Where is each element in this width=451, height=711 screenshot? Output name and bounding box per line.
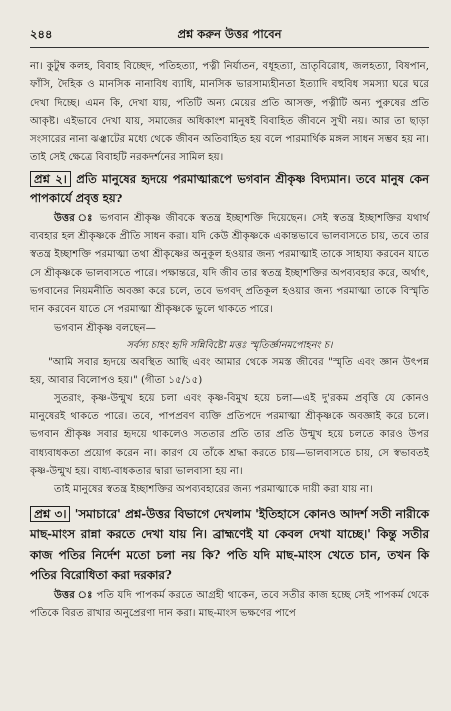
question-3: [30, 504, 429, 586]
question-3-text: 'সমাচারে' প্রশ্ন-উত্তর বিভাগে দেখলাম 'ইতিহাসে কোনও আদর্শ সতী নারীকে মাছ-মাংস রান্না করতে দেখা যায় নি। ব্রাহ্মণেই যা কেবল দেখা যাচ্ছে।' কিন্তু সতীর কাজ পতির নির্দেশ মতো চলা নয় কি? পতি যদি মাছ-মাংস খেতে চান, তখন কি পতির বিরোধিতা করা দরকার?: [30, 506, 429, 583]
paragraph-conclusion: তাই মানুষের স্বতন্ত্র ইচ্ছাশক্তির অপব্যবহারের জন্য পরমাত্মাকে দায়ী করা যায় না।: [54, 484, 373, 496]
question-2-label: প্রশ্ন ২।: [30, 171, 71, 187]
answer-2-label: উত্তর ঃ: [54, 211, 95, 224]
paragraph-intro: না। কুটুম্ব কলহ, বিবাহ বিচ্ছেদ, পতিহত্যা, পত্নী নির্যাতন, বধূহত্যা, ভ্রাতৃবিরোধ, জলহত্যা, বিষপান, ফাঁসি, দৈহিক ও মানসিক নানাবিধ ব্যাধি, মানসিক ভারসাম্যহীনতা ইত্যাদি বহুবিধ সমস্যা ঘরে ঘরে দেখা দিচ্ছে। এমন কি, দেখা যায়, পতিটি অন্য মেয়ের প্রতি আসক্ত, পত্নীটি অন্য পুরুষের প্রতি আকৃষ্ট। এইভাবে দেখা যায়, সমাজের অধিকাংশ মানুষই বিবাহিত জীবনে সুখী নয়। আর তা ছাড়া সংসারের নানা ঝঞ্ঝাটের মধ্যে থেকে জীবন অতিবাহিত হয় বলে পারমার্থিক মঙ্গল সাধন সম্ভব হয় না। তাই সেই ক্ষেত্রে বিবাহটি নরকদর্শনের সামিল হয়।: [30, 61, 429, 164]
speaker-line: ভগবান শ্রীকৃষ্ণ বলছেন—: [54, 322, 156, 334]
answer-3-text: পতি যদি পাপকর্ম করতে আগ্রহী থাকেন, তবে সতীর কাজ হচ্ছে সেই পাপকর্ম থেকে পতিকে বিরত রাখার অনুপ্রেরণা দান করা। মাছ-মাংস ভক্ষণের পাপে: [30, 589, 429, 619]
page-body: [30, 58, 429, 623]
question-2-text: প্রতি মানুষের হৃদয়ে পরমাত্মারূপে ভগবান শ্রীকৃষ্ণ বিদ্যমান। তবে মানুষ কেন পাপকার্যে প্রবৃত্ত হয়?: [30, 171, 429, 206]
page-number: ২৪৪: [30, 27, 53, 41]
answer-2: [30, 209, 429, 320]
answer-3-label: উত্তর ঃ: [54, 588, 93, 601]
sanskrit-verse: সর্বস্য চাহং হৃদি সন্নিবিষ্টো মত্তঃ স্মৃতির্জ্ঞানমপোহনং চ।: [126, 339, 333, 351]
answer-2-text: ভগবান শ্রীকৃষ্ণ জীবকে স্বতন্ত্র ইচ্ছাশক্তি দিয়েছেন। সেই স্বতন্ত্র ইচ্ছাশক্তির যথার্থ ব্যবহার হল শ্রীকৃষ্ণকে প্রীতি সাধন করা। যদি কেউ শ্রীকৃষ্ণকে একান্তভাবে ভালবাসতে চায়, তবে তার স্বতন্ত্র ইচ্ছাশক্তি পরমাত্মা তথা শ্রীকৃষ্ণের অনুকূল হওয়ার জন্য পরমাত্মাই তাকে সাহায্য করবেন যাতে সে শ্রীকৃষ্ণকে ভালবাসতে পারে। পক্ষান্তরে, যদি জীব তার স্বতন্ত্র ইচ্ছাশক্তির অপব্যবহার করে, অর্থাৎ, ভগবানের নিয়মনীতি অবজ্ঞা করে চলে, তবে ভগবদ্ প্রতিকূল হওয়ার জন্য পরমাত্মা তাকে বিস্মৃতি দান করবেন যাতে সে পরমাত্মা শ্রীকৃষ্ণকে ভুলে থাকতে পারে।: [30, 212, 429, 316]
book-title: প্রশ্ন করুন উত্তর পাবেন: [177, 27, 282, 41]
header-rule: [30, 47, 429, 48]
answer-3: [30, 586, 429, 624]
paragraph-explanation: সুতরাং, কৃষ্ণ-উন্মুখ হয়ে চলা এবং কৃষ্ণ-বিমুখ হয়ে চলা—এই দু'রকম প্রবৃত্তি যে কোনও মানুষেরই থাকতে পারে। তবে, পাপপ্রবণ ব্যক্তি প্রতিপদে পরমাত্মা শ্রীকৃষ্ণকে অবজ্ঞাই করে চলে। ভগবান শ্রীকৃষ্ণ সবার হৃদয়ে থাকলেও সততার প্রতি তার প্রতি উন্মুখ হয়ে চলতে কারও উপর বাধ্যবাধকতা প্রয়োগ করেন না। কারণ যে তাঁকে শ্রদ্ধা করতে চায়—ভালবাসতে চায়, সে স্বভাবতই কৃষ্ণ-উন্মুখ হয়। বাধ্য-বাধকতার দ্বারা ভালবাসা হয় না।: [30, 392, 429, 478]
verse-translation: "আমি সবার হৃদয়ে অবস্থিত আছি এবং আমার থেকে সমস্ত জীবের "স্মৃতি এবং জ্ঞান উৎপন্ন হয়, আবার বিলোপও হয়।" (গীতা ১৫/১৫): [30, 356, 429, 386]
running-header: [30, 26, 429, 44]
question-2: [30, 170, 429, 209]
question-3-label: প্রশ্ন ৩।: [30, 506, 70, 522]
